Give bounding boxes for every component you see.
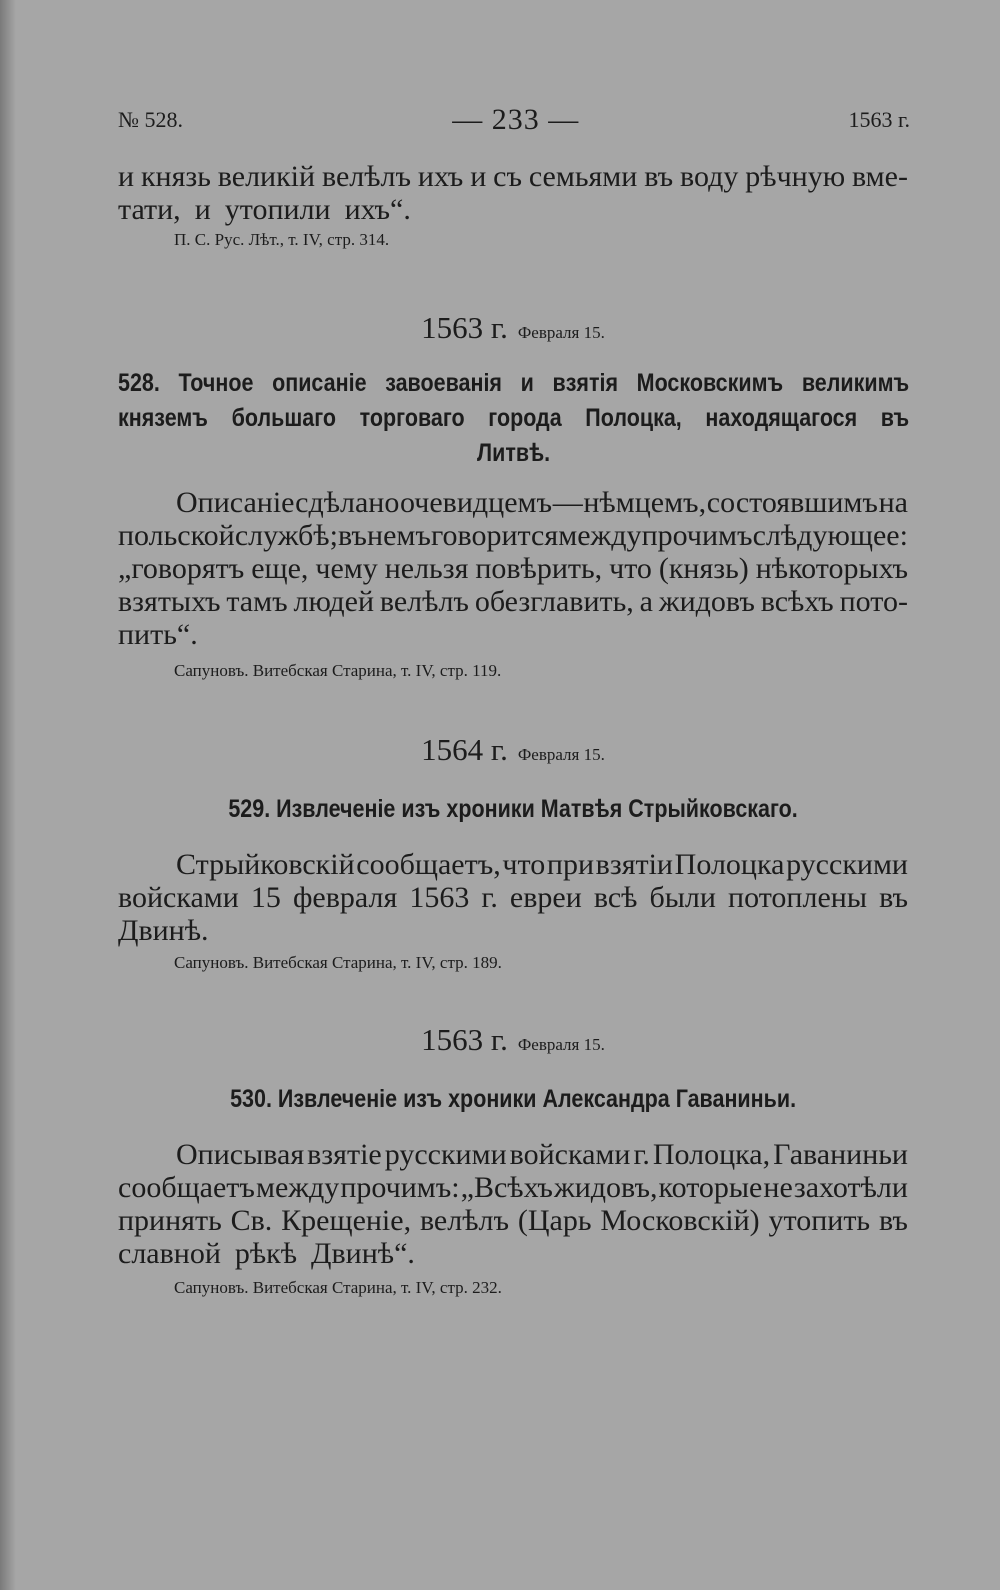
word: русскими — [786, 848, 908, 881]
word: завоеванія — [385, 369, 502, 397]
word: прочимъ: — [340, 1171, 460, 1204]
word: а — [639, 585, 653, 618]
word: взятіе — [307, 1138, 382, 1171]
word: Св. — [230, 1204, 273, 1237]
body-line-1 — [118, 486, 908, 519]
entry-530-body — [118, 1138, 908, 1298]
entry-528-body — [118, 486, 908, 681]
word: войсками — [509, 1138, 631, 1171]
word: вме- — [852, 160, 908, 193]
word: находящагося — [705, 404, 858, 432]
word: Московскій) — [600, 1204, 760, 1237]
word: Описывая — [176, 1138, 305, 1171]
word: принять — [118, 1204, 222, 1237]
entry-title: 529. Извлеченіе изъ хроники Матвѣя Стрыйковскаго. — [228, 795, 798, 823]
word: говорится — [430, 519, 559, 552]
date-heading-530 — [118, 1022, 908, 1058]
word: города — [488, 404, 562, 432]
word: въ — [878, 1204, 908, 1237]
source-citation: Сапуновъ. Витебская Старина, т. IV, стр. 232. — [174, 1278, 502, 1297]
word: нельзя — [384, 552, 469, 585]
word: между — [255, 1171, 340, 1204]
word: велѣлъ — [321, 160, 412, 193]
body-line-2 — [118, 519, 908, 552]
word: и — [118, 160, 135, 193]
word: Крещеніе, — [281, 1204, 412, 1237]
word: евреи — [509, 881, 582, 914]
body-line-4 — [118, 585, 908, 618]
word: захотѣли — [793, 1171, 908, 1204]
word: въ — [879, 881, 908, 914]
body-line-1 — [118, 848, 908, 881]
word: обезглавить, — [474, 585, 634, 618]
word: слѣдующее: — [752, 519, 908, 552]
word: большаго — [231, 404, 337, 432]
word: всѣхъ — [760, 585, 834, 618]
word: между — [558, 519, 642, 552]
word: и — [520, 369, 534, 397]
source-citation: П. С. Рус. Лѣт., т. IV, стр. 314. — [174, 230, 390, 249]
entry-529-body — [118, 848, 908, 973]
word: немъ — [367, 519, 431, 552]
word: нѣмцемъ, — [583, 486, 707, 519]
word: не — [763, 1171, 793, 1204]
word: взятіи — [595, 848, 673, 881]
body-line-2 — [118, 1171, 908, 1204]
word: еще, — [251, 552, 309, 585]
word: „Всѣхъ — [460, 1171, 553, 1204]
word: — — [552, 486, 583, 519]
word: воду — [680, 160, 739, 193]
word: были — [649, 881, 716, 914]
word: Точное — [178, 369, 254, 397]
word: сообщаетъ, — [356, 848, 501, 881]
header-entry-number: № 528. — [118, 107, 183, 132]
word: нѣкоторыхъ — [755, 552, 908, 585]
title-line-1 — [118, 366, 909, 401]
word: (князь) — [658, 552, 749, 585]
word: пото- — [839, 585, 908, 618]
word: жидовъ — [658, 585, 755, 618]
word: княземъ — [118, 404, 208, 432]
date-year: 1563 г. — [421, 1022, 508, 1057]
word: рѣкѣ — [234, 1237, 298, 1270]
date-day: Февраля 15. — [517, 745, 605, 764]
word: состоявшимъ — [706, 486, 878, 519]
body-line-3 — [118, 1204, 908, 1237]
word: службѣ; — [234, 519, 338, 552]
word: рѣчную — [745, 160, 846, 193]
word: тамъ — [226, 585, 288, 618]
body-line-5 — [118, 618, 908, 651]
page-number: — 233 — — [452, 103, 580, 136]
running-header — [118, 100, 910, 140]
word: Стрыйковскій — [176, 848, 355, 881]
source-citation: Сапуновъ. Витебская Старина, т. IV, стр. 119. — [174, 661, 502, 680]
word: велѣлъ — [419, 1204, 509, 1237]
word: торговаго — [359, 404, 465, 432]
entry-528-title — [118, 366, 908, 471]
word: взятыхъ — [118, 585, 221, 618]
word: 1563 — [409, 881, 470, 914]
date-heading-528 — [118, 310, 908, 346]
word: февраля — [292, 881, 398, 914]
word: польской — [118, 519, 235, 552]
word: потоплены — [728, 881, 867, 914]
word: ихъ“. — [344, 193, 411, 226]
entry-530-title — [118, 1085, 908, 1114]
word: ихъ — [417, 160, 464, 193]
word: прочимъ — [641, 519, 753, 552]
word: что — [502, 848, 546, 881]
body-line-2 — [118, 881, 908, 914]
body-line-3 — [118, 914, 908, 947]
word: войсками — [118, 881, 239, 914]
word: взятія — [552, 369, 619, 397]
word: 15 — [250, 881, 281, 914]
body-line-3 — [118, 552, 908, 585]
word: въ — [338, 519, 367, 552]
word: жидовъ, — [554, 1171, 658, 1204]
intro-line-2 — [118, 193, 908, 226]
intro-paragraph — [118, 160, 908, 250]
word: Полоцка — [674, 848, 785, 881]
word: Московскимъ — [636, 369, 784, 397]
body-line-4 — [118, 1237, 908, 1270]
word: 528. — [118, 369, 160, 397]
word: князь — [140, 160, 211, 193]
word: (Царь — [517, 1204, 592, 1237]
word: сдѣлано — [295, 486, 400, 519]
entry-529-title — [118, 795, 908, 824]
date-heading-529 — [118, 732, 908, 768]
word: что — [609, 552, 652, 585]
word: „говорятъ — [118, 552, 245, 585]
title-line-2 — [118, 401, 909, 436]
word: въ — [644, 160, 674, 193]
word: славной — [118, 1237, 221, 1270]
word: Полоцка, — [585, 404, 682, 432]
body-line-1 — [118, 1138, 908, 1171]
header-year: 1563 г. — [848, 107, 910, 132]
word: на — [878, 486, 908, 519]
title-word: Литвѣ. — [477, 439, 551, 467]
date-day: Февраля 15. — [517, 323, 605, 342]
page-edge-shadow — [0, 0, 16, 1590]
word: повѣрить, — [475, 552, 603, 585]
word: Гаваниньи — [773, 1138, 908, 1171]
word: чему — [315, 552, 378, 585]
word: въ — [880, 404, 910, 432]
date-day: Февраля 15. — [517, 1035, 605, 1054]
entry-title: 530. Извлеченіе изъ хроники Александра Гаваниньи. — [230, 1085, 796, 1113]
word: велѣлъ — [379, 585, 469, 618]
date-year: 1564 г. — [421, 732, 508, 767]
word: людей — [293, 585, 374, 618]
word: великимъ — [801, 369, 910, 397]
word: г. — [481, 881, 498, 914]
word: всѣ — [593, 881, 638, 914]
word: пить“. — [118, 618, 198, 651]
source-citation: Сапуновъ. Витебская Старина, т. IV, стр. 189. — [174, 953, 502, 972]
word: и — [470, 160, 487, 193]
word: сообщаетъ — [118, 1171, 255, 1204]
word: при — [546, 848, 594, 881]
word: русскими — [384, 1138, 507, 1171]
word: утопить — [768, 1204, 871, 1237]
word: Двинѣ. — [118, 914, 209, 947]
date-year: 1563 г. — [421, 310, 508, 345]
word: г. — [633, 1138, 650, 1171]
word: тати, — [118, 193, 181, 226]
word: очевидцемъ — [400, 486, 553, 519]
word: утопили — [224, 193, 331, 226]
title-line-3 — [118, 436, 909, 471]
word: великій — [217, 160, 316, 193]
word: съ — [493, 160, 522, 193]
word: Описаніе — [176, 486, 295, 519]
word: и — [194, 193, 211, 226]
word: описаніе — [272, 369, 367, 397]
word: которые — [658, 1171, 763, 1204]
intro-line-1 — [118, 160, 908, 193]
word: семьями — [528, 160, 638, 193]
word: Полоцка, — [652, 1138, 771, 1171]
word: Двинѣ“. — [311, 1237, 415, 1270]
